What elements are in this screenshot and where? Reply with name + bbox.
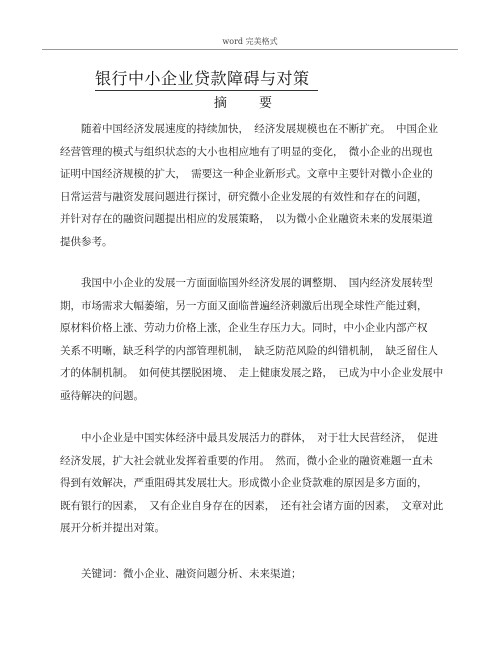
paragraph-line: 原材料价格上涨、劳动力价格上涨，企业生存压力大。同时，中小企业内部产权: [60, 322, 428, 335]
abstract-paragraph-1: [60, 118, 440, 254]
paragraph-line: 证明中国经济规模的扩大， 需要这一种企业新形式。文章中主要针对微小企业的: [60, 168, 433, 181]
abstract-heading: 摘 要: [213, 96, 287, 111]
abstract-paragraph-2: [60, 272, 444, 408]
paragraph-line: 随着中国经济发展速度的持续加快， 经济发展规模也在不断扩充。 中国企业: [81, 123, 438, 135]
paragraph-line: 既有银行的因素， 又有企业自身存在的因素， 还有社会诸方面的因素， 文章对此: [60, 499, 444, 512]
paragraph-line: 展开分析并提出对策。: [60, 522, 165, 535]
paragraph-line: 得到有效解决，严重阻碍其发展壮大。形成微小企业贷款难的原因是多方面的，: [60, 477, 428, 490]
abstract-paragraph-3: [60, 427, 444, 540]
document-title: 银行中小企业贷款障碍与对策: [95, 66, 318, 91]
paragraph-line: 我国中小企业的发展一方面面临国外经济发展的调整期、 国内经济发展转型: [81, 277, 433, 289]
paragraph-line: 亟待解决的问题。: [60, 389, 144, 402]
page-header: word 完美格式: [222, 37, 278, 46]
paragraph-line: 并针对存在的融资问题提出相应的发展策略， 以为微小企业融资未来的发展渠道: [60, 213, 433, 226]
paragraph-line: 日常运营与融资发展问题进行探讨，研究微小企业发展的有效性和存在的问题，: [60, 190, 428, 203]
paragraph-line: 期，市场需求大幅萎缩，另一方面又面临普遍经济刺激后出现全球性产能过剩，: [60, 299, 428, 312]
paragraph-line: 才的体制机制。 如何使其摆脱困境、 走上健康发展之路， 已成为中小企业发展中: [60, 367, 444, 380]
paragraph-line: 关系不明晰，缺乏科学的内部管理机制， 缺乏防范风险的纠错机制， 缺乏留住人: [60, 344, 438, 357]
keywords-line: 关键词：微小企业、融资问题分析、未来渠道；: [81, 568, 302, 580]
paragraph-line: 中小企业是中国实体经济中最具发展活力的群体， 对于壮大民营经济， 促进: [81, 432, 438, 444]
paragraph-line: 经济发展，扩大社会就业发挥着重要的作用。 然而，微小企业的融资难题一直未: [60, 454, 433, 467]
paragraph-line: 提供参考。: [60, 235, 113, 248]
paragraph-line: 经营管理的模式与组织状态的大小也相应地有了明显的变化， 微小企业的出现也: [60, 145, 433, 158]
header-divider: [42, 49, 458, 50]
